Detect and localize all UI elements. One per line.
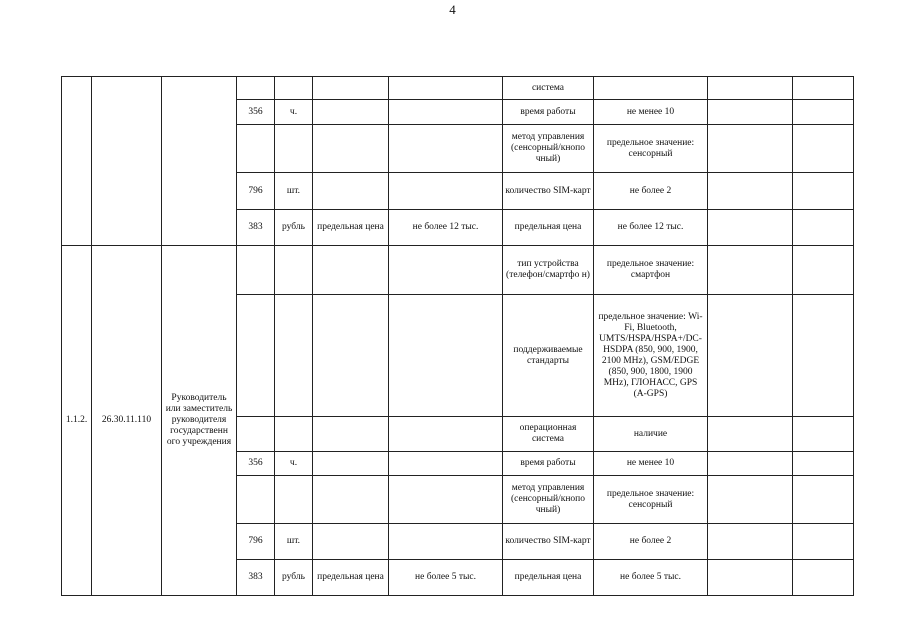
property-value-cell <box>389 524 503 560</box>
property-value-cell <box>389 417 503 452</box>
unit-cell <box>275 246 313 295</box>
unit-cell: ч. <box>275 452 313 476</box>
property-value-cell: не более 5 тыс. <box>389 560 503 596</box>
characteristic-value-cell: предельное значение: сенсорный <box>594 125 708 173</box>
requirements-table <box>61 76 854 596</box>
justification-cell <box>708 100 793 125</box>
characteristic-cell: поддерживаемые стандарты <box>503 295 594 417</box>
unit-cell <box>275 125 313 173</box>
justification-cell <box>708 524 793 560</box>
unit-cell <box>275 77 313 100</box>
justification-cell <box>708 125 793 173</box>
justification-cell <box>708 173 793 210</box>
okei-code-cell <box>237 246 275 295</box>
property-cell <box>313 173 389 210</box>
property-value-cell <box>389 452 503 476</box>
function-cell <box>793 210 854 246</box>
property-cell: предельная цена <box>313 560 389 596</box>
justification-cell <box>708 295 793 417</box>
function-cell <box>793 452 854 476</box>
characteristic-cell: тип устройства (телефон/смартфо н) <box>503 246 594 295</box>
characteristic-cell: операционная система <box>503 417 594 452</box>
characteristic-value-cell: не более 12 тыс. <box>594 210 708 246</box>
okei-code-cell: 356 <box>237 452 275 476</box>
category-cell: Руководитель или заместитель руководителя государственн ого учреждения <box>162 246 237 596</box>
function-cell <box>793 476 854 524</box>
function-cell <box>793 77 854 100</box>
property-value-cell <box>389 246 503 295</box>
property-value-cell <box>389 295 503 417</box>
justification-cell <box>708 210 793 246</box>
property-cell <box>313 524 389 560</box>
unit-cell <box>275 417 313 452</box>
function-cell <box>793 125 854 173</box>
characteristic-cell: предельная цена <box>503 210 594 246</box>
property-cell <box>313 125 389 173</box>
okei-code-cell: 796 <box>237 524 275 560</box>
property-cell <box>313 295 389 417</box>
justification-cell <box>708 417 793 452</box>
number-cell <box>62 77 92 246</box>
okpd-code-cell: 26.30.11.110 <box>92 246 162 596</box>
unit-cell: рубль <box>275 560 313 596</box>
function-cell <box>793 560 854 596</box>
function-cell <box>793 417 854 452</box>
property-cell <box>313 417 389 452</box>
unit-cell <box>275 295 313 417</box>
number-cell: 1.1.2. <box>62 246 92 596</box>
characteristic-cell: время работы <box>503 100 594 125</box>
function-cell <box>793 173 854 210</box>
category-cell <box>162 77 237 246</box>
justification-cell <box>708 77 793 100</box>
property-cell <box>313 476 389 524</box>
characteristic-value-cell: не менее 10 <box>594 100 708 125</box>
okei-code-cell <box>237 295 275 417</box>
characteristic-cell: предельная цена <box>503 560 594 596</box>
okei-code-cell: 356 <box>237 100 275 125</box>
characteristic-value-cell: не более 5 тыс. <box>594 560 708 596</box>
justification-cell <box>708 476 793 524</box>
justification-cell <box>708 452 793 476</box>
okei-code-cell <box>237 417 275 452</box>
property-value-cell <box>389 173 503 210</box>
okei-code-cell <box>237 476 275 524</box>
unit-cell: шт. <box>275 173 313 210</box>
justification-cell <box>708 246 793 295</box>
property-value-cell: не более 12 тыс. <box>389 210 503 246</box>
justification-cell <box>708 560 793 596</box>
property-cell <box>313 246 389 295</box>
characteristic-value-cell: не более 2 <box>594 173 708 210</box>
characteristic-cell: метод управления (сенсорный/кнопо чный) <box>503 125 594 173</box>
property-value-cell <box>389 77 503 100</box>
property-value-cell <box>389 100 503 125</box>
okei-code-cell: 383 <box>237 560 275 596</box>
characteristic-value-cell: предельное значение: смартфон <box>594 246 708 295</box>
characteristic-value-cell: наличие <box>594 417 708 452</box>
characteristic-value-cell: предельное значение: Wi-Fi, Bluetooth, UMTS/HSPA/HSPA+/DC-HSDPA (850, 900, 1900, 2100 MHz), GSM/EDGE (850, 900, 1800, 1900 MHz), ГЛОНАСС, GPS (A-GPS) <box>594 295 708 417</box>
function-cell <box>793 246 854 295</box>
characteristic-value-cell <box>594 77 708 100</box>
characteristic-cell: количество SIM-карт <box>503 173 594 210</box>
property-value-cell <box>389 125 503 173</box>
okei-code-cell: 383 <box>237 210 275 246</box>
characteristic-value-cell: предельное значение: сенсорный <box>594 476 708 524</box>
characteristic-cell: метод управления (сенсорный/кнопо чный) <box>503 476 594 524</box>
table-body <box>62 77 854 596</box>
property-cell: предельная цена <box>313 210 389 246</box>
unit-cell <box>275 476 313 524</box>
page-number: 4 <box>449 2 456 17</box>
property-value-cell <box>389 476 503 524</box>
property-cell <box>313 77 389 100</box>
unit-cell: рубль <box>275 210 313 246</box>
characteristic-value-cell: не более 2 <box>594 524 708 560</box>
characteristic-value-cell: не менее 10 <box>594 452 708 476</box>
characteristic-cell: система <box>503 77 594 100</box>
okei-code-cell <box>237 125 275 173</box>
characteristic-cell: время работы <box>503 452 594 476</box>
property-cell <box>313 100 389 125</box>
unit-cell: шт. <box>275 524 313 560</box>
function-cell <box>793 524 854 560</box>
okpd-code-cell <box>92 77 162 246</box>
table-row <box>62 77 854 100</box>
okei-code-cell <box>237 77 275 100</box>
table-row <box>62 246 854 295</box>
okei-code-cell: 796 <box>237 173 275 210</box>
function-cell <box>793 295 854 417</box>
characteristic-cell: количество SIM-карт <box>503 524 594 560</box>
function-cell <box>793 100 854 125</box>
unit-cell: ч. <box>275 100 313 125</box>
property-cell <box>313 452 389 476</box>
